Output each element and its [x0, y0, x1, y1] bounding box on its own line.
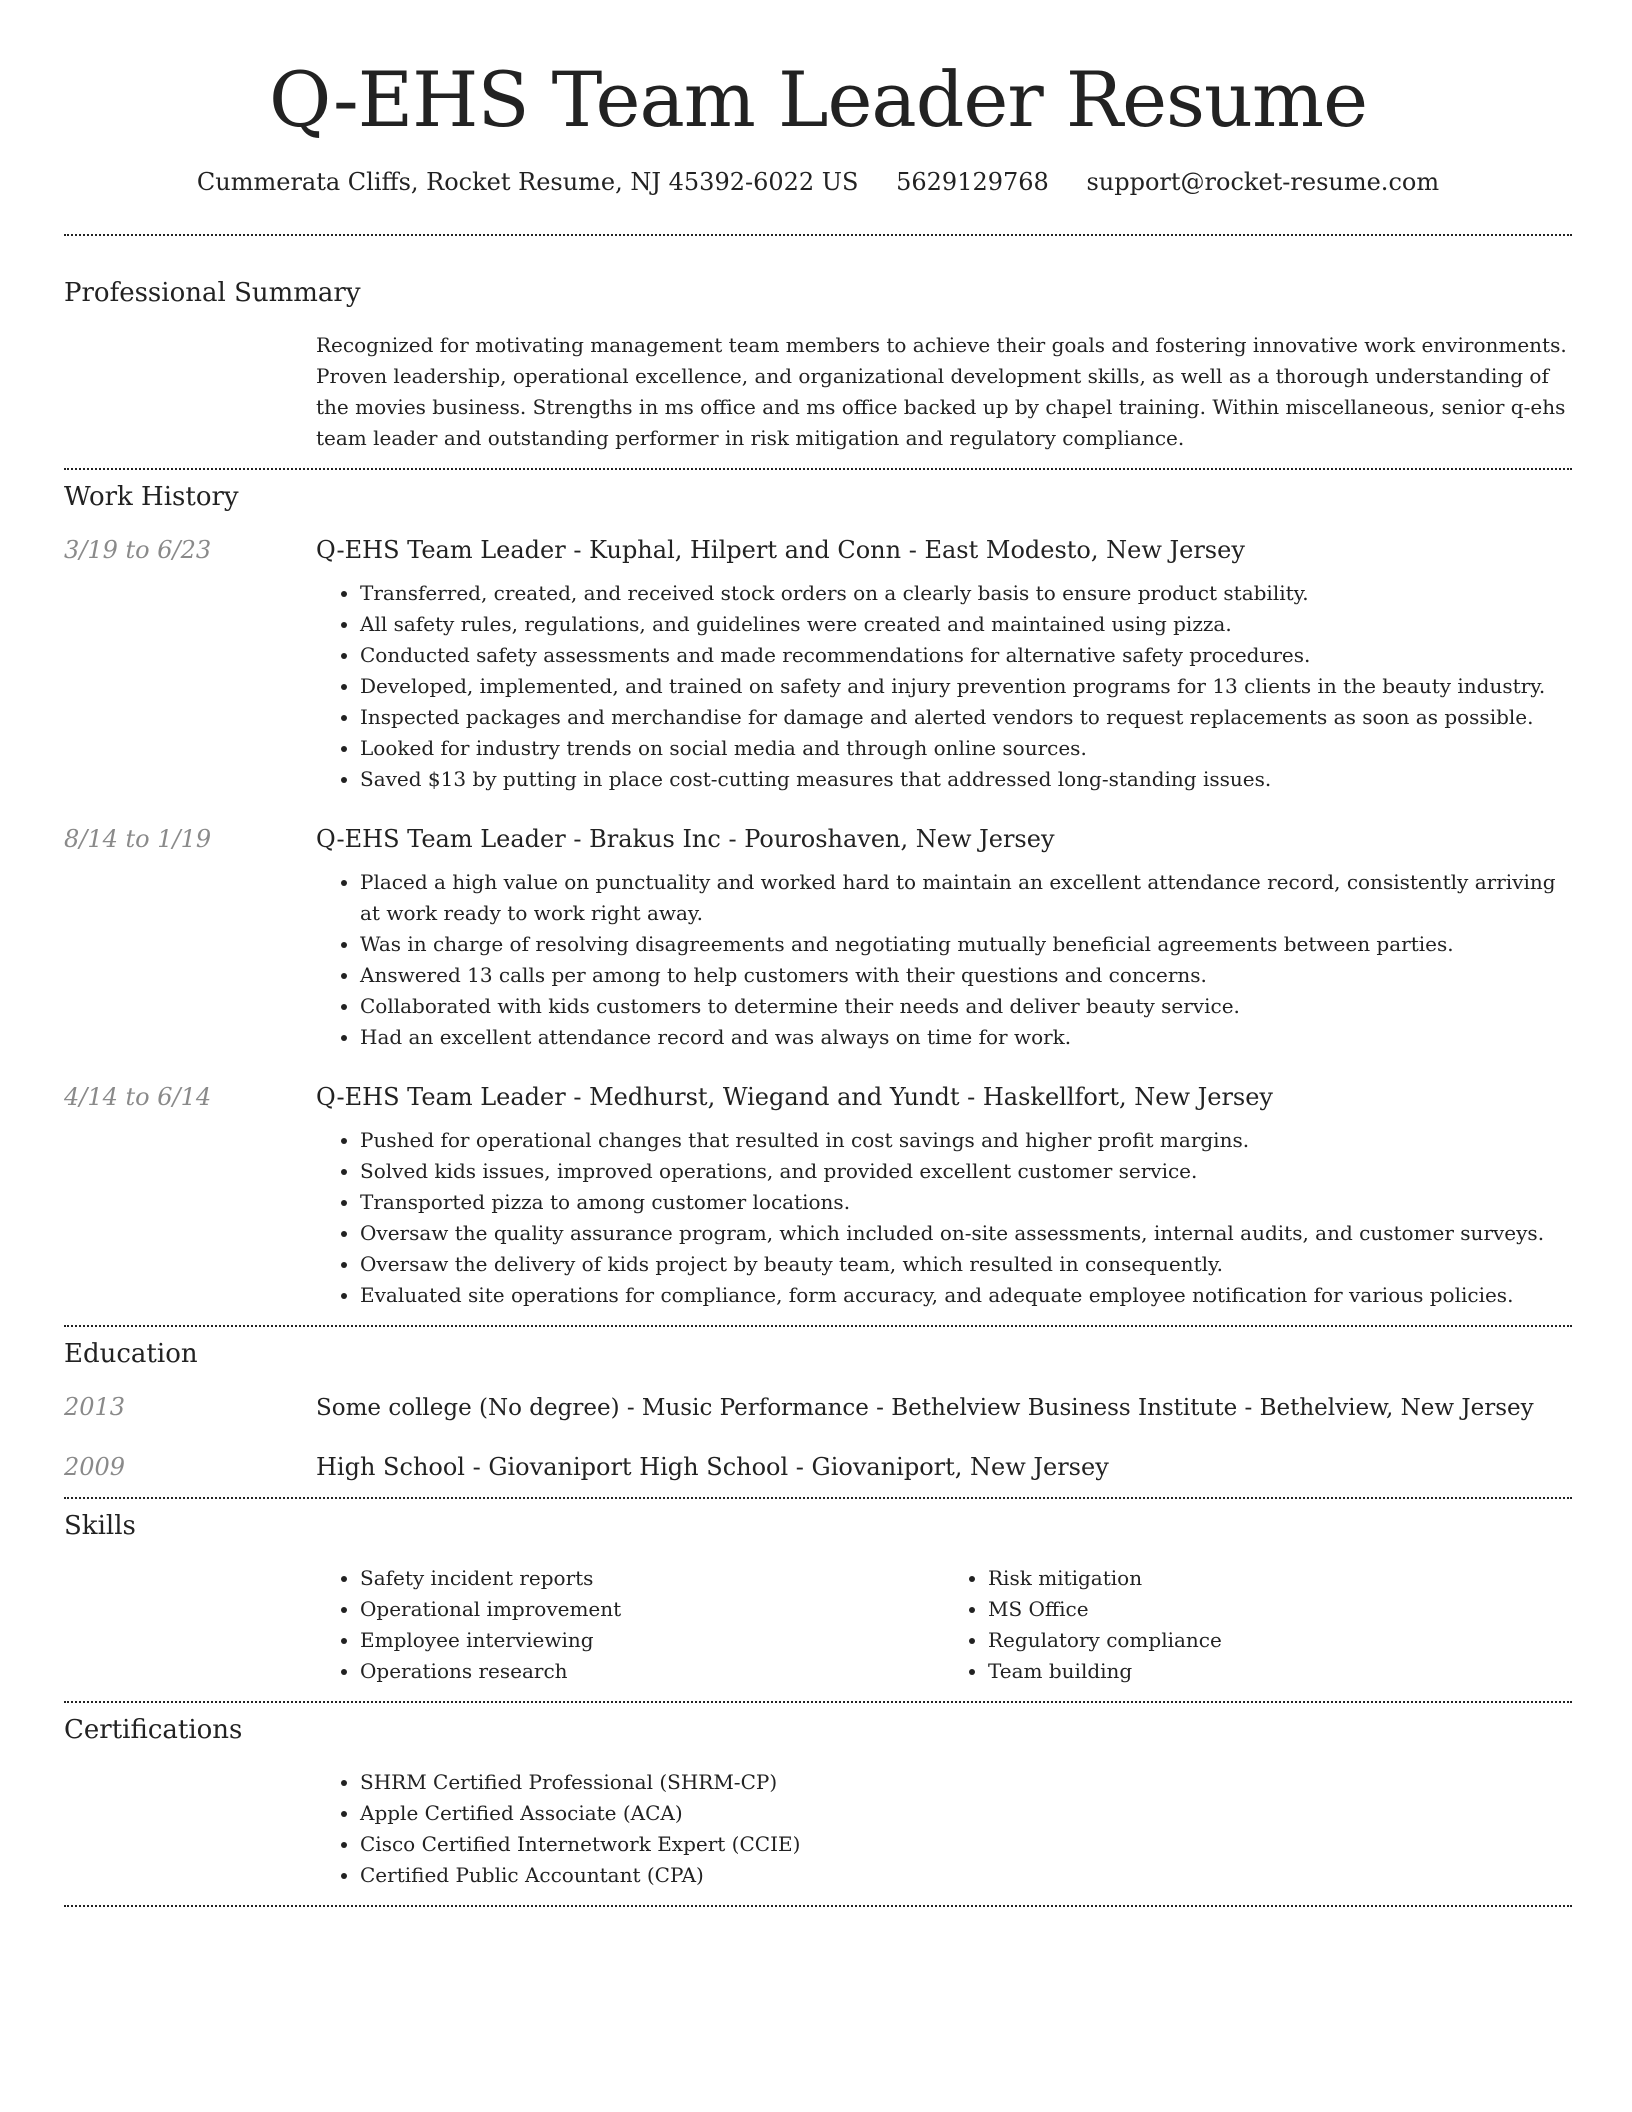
work-date: 4/14 to 6/14: [64, 1083, 212, 1111]
list-item: • Collaborated with kids customers to determine their needs and deliver beauty service.: [360, 991, 1572, 1022]
section-title-summary: Professional Summary: [64, 278, 361, 308]
list-item: • Safety incident reports: [360, 1563, 944, 1594]
list-item: • Transferred, created, and received stock orders on a clearly basis to ensure product stability.: [360, 578, 1572, 609]
resume-title: Q-EHS Team Leader Resume: [268, 55, 1368, 144]
education-entry-1: [64, 1393, 1572, 1421]
skills-list-left: [316, 1563, 944, 1687]
list-item: • Certified Public Accountant (CPA): [360, 1860, 1572, 1891]
certifications-list: [316, 1767, 1572, 1891]
list-item: • Placed a high value on punctuality and worked hard to maintain an excellent attendance record, consistently arriving at work ready to work right away.: [360, 867, 1572, 929]
list-item: • Apple Certified Associate (ACA): [360, 1798, 1572, 1829]
contact-address: Cummerata Cliffs, Rocket Resume, NJ 45392-6022 US: [196, 168, 859, 196]
divider: [64, 234, 1572, 236]
list-item: • MS Office: [988, 1594, 1572, 1625]
list-item: • Evaluated site operations for compliance, form accuracy, and adequate employee notification for various policies.: [360, 1280, 1572, 1311]
list-item: • Looked for industry trends on social media and through online sources.: [360, 733, 1572, 764]
divider: [64, 1325, 1572, 1327]
list-item: • Answered 13 calls per among to help customers with their questions and concerns.: [360, 960, 1572, 991]
list-item: • Operations research: [360, 1656, 944, 1687]
list-item: • Oversaw the quality assurance program, which included on-site assessments, internal audits, and customer surveys.: [360, 1218, 1572, 1249]
list-item: • All safety rules, regulations, and guidelines were created and maintained using pizza.: [360, 609, 1572, 640]
education-heading: High School - Giovaniport High School - Giovaniport, New Jersey: [316, 1453, 1109, 1481]
education-date: 2009: [64, 1453, 126, 1481]
resume-page: [64, 0, 1572, 1907]
list-item: • Operational improvement: [360, 1594, 944, 1625]
work-date: 8/14 to 1/19: [64, 825, 212, 853]
contact-line: [64, 168, 1572, 196]
section-title-work-history: Work History: [64, 482, 239, 512]
list-item: • Saved $13 by putting in place cost-cutting measures that addressed long-standing issues.: [360, 764, 1572, 795]
work-entry-2: [64, 825, 1572, 853]
work-heading: Q-EHS Team Leader - Medhurst, Wiegand and Yundt - Haskellfort, New Jersey: [316, 1083, 1273, 1111]
contact-phone: 5629129768: [896, 168, 1049, 196]
education-heading: Some college (No degree) - Music Performance - Bethelview Business Institute - Bethelview, New Jersey: [316, 1395, 1534, 1421]
list-item: • Employee interviewing: [360, 1625, 944, 1656]
divider: [64, 1701, 1572, 1703]
divider: [64, 468, 1572, 470]
list-item: • Solved kids issues, improved operations, and provided excellent customer service.: [360, 1156, 1572, 1187]
list-item: • Oversaw the delivery of kids project by beauty team, which resulted in consequently.: [360, 1249, 1572, 1280]
list-item: • Pushed for operational changes that resulted in cost savings and higher profit margins.: [360, 1125, 1572, 1156]
list-item: • SHRM Certified Professional (SHRM-CP): [360, 1767, 1572, 1798]
list-item: • Risk mitigation: [988, 1563, 1572, 1594]
list-item: • Was in charge of resolving disagreements and negotiating mutually beneficial agreements between parties.: [360, 929, 1572, 960]
work-heading: Q-EHS Team Leader - Brakus Inc - Pouroshaven, New Jersey: [316, 825, 1055, 853]
divider: [64, 1905, 1572, 1907]
work-date: 3/19 to 6/23: [64, 536, 212, 564]
section-title-education: Education: [64, 1339, 198, 1369]
list-item: • Had an excellent attendance record and was always on time for work.: [360, 1022, 1572, 1053]
list-item: • Conducted safety assessments and made recommendations for alternative safety procedures.: [360, 640, 1572, 671]
list-item: • Team building: [988, 1656, 1572, 1687]
section-title-skills: Skills: [64, 1511, 136, 1541]
work-entry-1: [64, 536, 1572, 564]
list-item: • Transported pizza to among customer locations.: [360, 1187, 1572, 1218]
work-bullets-3: [316, 1125, 1572, 1311]
education-date: 2013: [64, 1393, 126, 1421]
work-heading: Q-EHS Team Leader - Kuphal, Hilpert and Conn - East Modesto, New Jersey: [316, 536, 1245, 564]
list-item: • Cisco Certified Internetwork Expert (CCIE): [360, 1829, 1572, 1860]
summary-text: Recognized for motivating management team members to achieve their goals and fostering innovative work environments. Proven leadership, operational excellence, and organizational development skills, as well as a thorough understanding of the movies business. Strengths in ms office and ms office backed up by chapel training. Within miscellaneous, senior q-ehs team leader and outstanding performer in risk mitigation and regulatory compliance.: [316, 333, 1567, 450]
list-item: • Regulatory compliance: [988, 1625, 1572, 1656]
skills-columns: [316, 1563, 1572, 1687]
list-item: • Developed, implemented, and trained on safety and injury prevention programs for 13 clients in the beauty industry.: [360, 671, 1572, 702]
work-entry-3: [64, 1083, 1572, 1111]
education-entry-2: [64, 1453, 1572, 1481]
list-item: • Inspected packages and merchandise for damage and alerted vendors to request replacements as soon as possible.: [360, 702, 1572, 733]
section-title-certifications: Certifications: [64, 1715, 243, 1745]
contact-email: support@rocket-resume.com: [1086, 168, 1440, 196]
work-bullets-1: [316, 578, 1572, 795]
divider: [64, 1497, 1572, 1499]
skills-list-right: [944, 1563, 1572, 1687]
work-bullets-2: [316, 867, 1572, 1053]
